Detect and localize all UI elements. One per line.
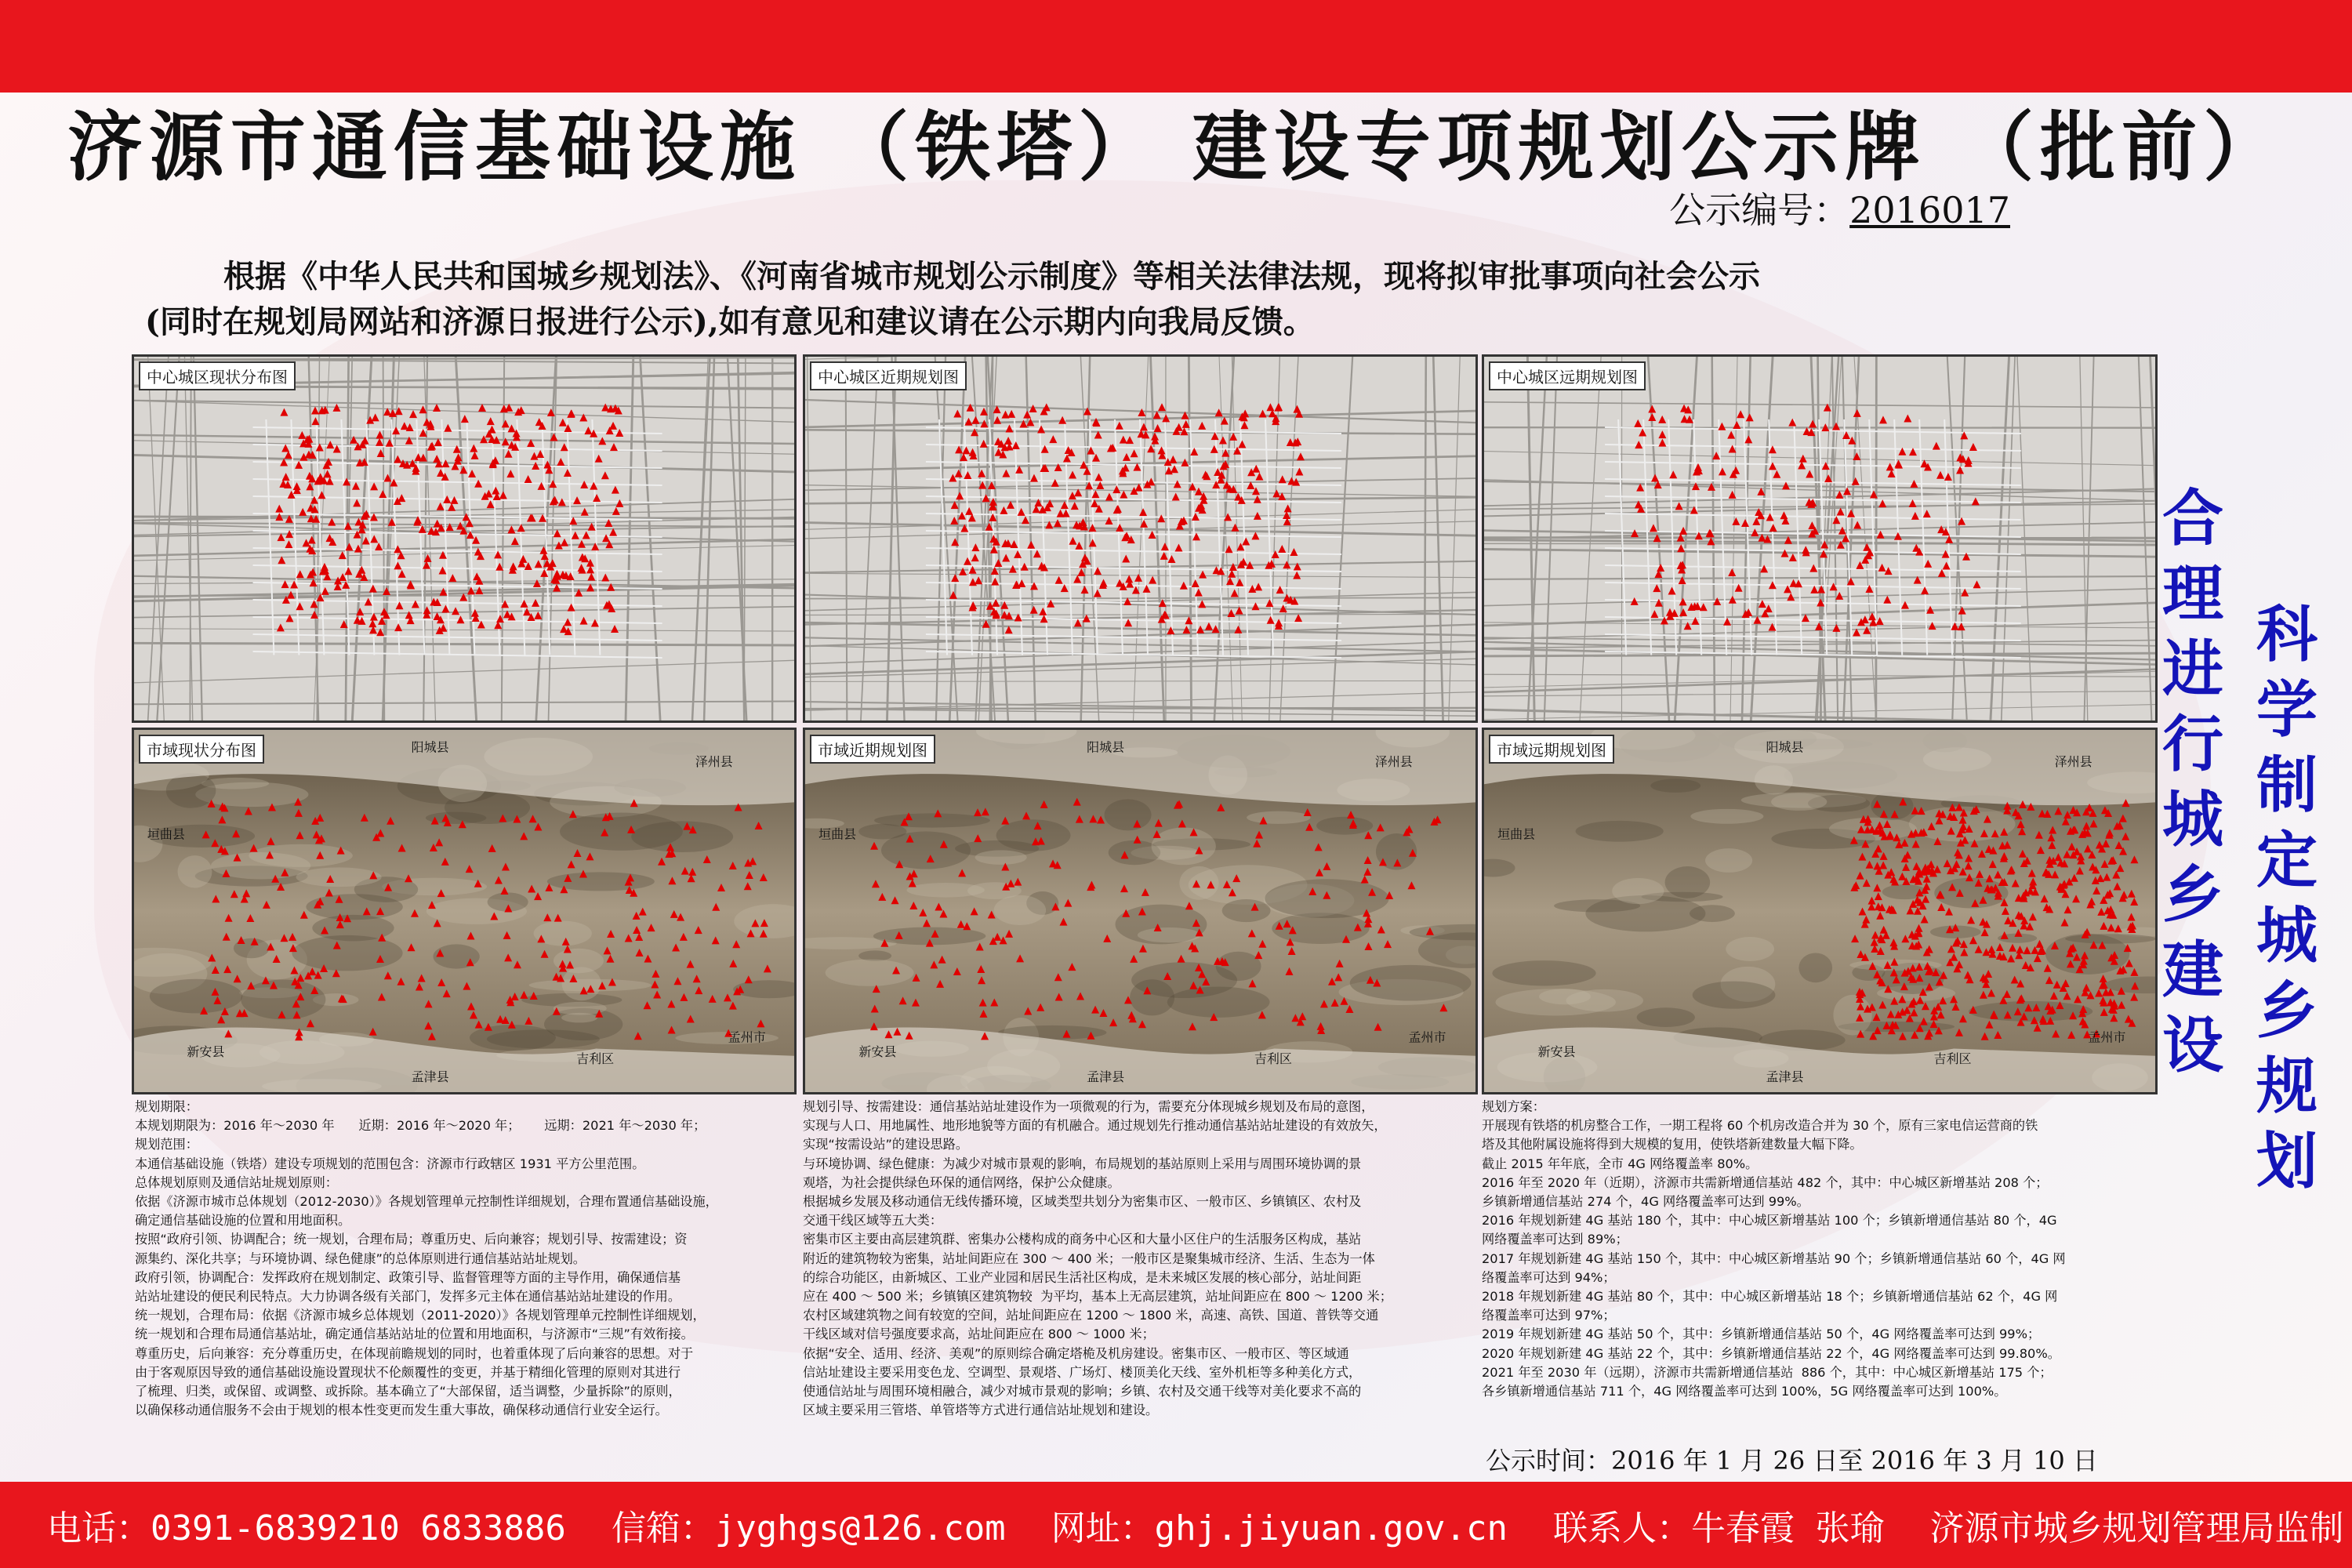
map-place-label: 阳城县 <box>1087 739 1125 755</box>
map-label: 中心城区远期规划图 <box>1489 361 1646 390</box>
map-graphic <box>134 730 794 1092</box>
map-place-label: 孟州市 <box>1408 1029 1446 1045</box>
map-place-label: 孟津县 <box>411 1069 449 1085</box>
text-column-2: 规划引导、按需建设：通信基站站址建设作为一项微观的行为，需要充分体现城乡规划及布局的意图， 实现与人口、用地属性、地形地貌等方面的有机融合。通过规划先行推动通信基站站址建设的有效放矢， 实现“按需设站”的建设思路。 与环境协调、绿色健康：为减少对城市景观的影响，布局规划的基站原则上采用与周围环境协调的景 观塔，为社会提供绿色环保的通信网络，保护公众健康。 根据城乡发展及移动通信无线传播环境，区域类型共划分为密集市区、一般市区、乡镇镇区、农村及 交通干线区域等五大类： 密集市区主要由高层建筑群、密集办公楼构成的商务中心区和大量小区住户的生活服务区构成，基站 附近的建筑物较为密集，站址间距应在 300 ～ 400 米；一般市区是聚集城市经济、生活、生态为一体 的综合功能区，由新城区、工业产业园和居民生活社区构成，是未来城区发展的核心部分，站址间距 应在 400 ～ 500 米；乡镇镇区建筑物较 为平均，基本上无高层建筑，站址间距应在 800 ～ 1200 米； 农村区域建筑物之间有较宽的空间，站址间距应在 1200 ～ 1800 米，高速、高铁、国道、普铁等交通 干线区域对信号强度要求高，站址间距应在 800 ～ 1000 米； 依据“安全、适用、经济、美观”的原则综合确定塔桅及机房建设。密集市区、一般市区、等区域通 信站址建设主要采用变色龙、空调型、景观塔、广场灯、楼顶美化天线、室外机柜等多种美化方式， 使通信站址与周围环境相融合，减少对城市景观的影响；乡镇、农村及交通干线等对美化要求不高的 区域主要采用三管塔、单管塔等方式进行通信站址规划和建设。 <box>803 1099 1392 1418</box>
publish-time: 公示时间：2016 年 1 月 26 日至 2016 年 3 月 10 日 <box>1486 1446 2098 1475</box>
footer-supervisor: 济源市城乡规划管理局监制 <box>1929 1508 2344 1548</box>
map-place-label: 孟津县 <box>1766 1069 1804 1085</box>
map-place-label: 阳城县 <box>1766 739 1804 755</box>
map-region-current <box>132 728 797 1094</box>
map-central-current <box>132 354 797 723</box>
text-column-3: 规划方案： 开展现有铁塔的机房整合工作，一期工程将 60 个机房改造合并为 30 个，原有三家电信运营商的铁 塔及其他附属设施将得到大规模的复用，使铁塔新建数量大幅下降。 截止 2015 年年底，全市 4G 网络覆盖率 80%。 2016 年至 2020 年（近期），济源市共需新增通信基站 482 个，其中：中心城区新增基站 208 个； 乡镇新增通信基站 274 个，4G 网络覆盖率可达到 99%。 2016 年规划新建 4G 基站 180 个，其中：中心城区新增基站 100 个；乡镇新增通信基站 80 个，4G 网络覆盖率可达到 89%； 2017 年规划新建 4G 基站 150 个，其中：中心城区新增基站 90 个；乡镇新增通信基站 60 个，4G 网 络覆盖率可达到 94%； 2018 年规划新建 4G 基站 80 个，其中：中心城区新增基站 18 个；乡镇新增通信基站 62 个，4G 网 络覆盖率可达到 97%； 2019 年规划新建 4G 基站 50 个，其中：乡镇新增通信基站 50 个，4G 网络覆盖率可达到 99%； 2020 年规划新建 4G 基站 22 个，其中：乡镇新增通信基站 22 个，4G 网络覆盖率可达到 99.80%。 2021 年至 2030 年（远期），济源市共需新增通信基站 886 个，其中：中心城区新增基站 175 个； 各乡镇新增通信基站 711 个，4G 网络覆盖率可达到 100%，5G 网络覆盖率可达到 100%。 <box>1482 1099 2066 1399</box>
top-red-bar <box>0 0 2352 93</box>
map-place-label: 垣曲县 <box>147 826 185 842</box>
map-place-label: 新安县 <box>1537 1044 1576 1059</box>
map-place-label: 阳城县 <box>411 739 449 755</box>
map-label: 中心城区现状分布图 <box>139 361 296 390</box>
slogan-left: 合理进行城乡建设 <box>2161 483 2223 1081</box>
map-region-near <box>803 728 1478 1094</box>
map-label: 市域现状分布图 <box>139 735 264 764</box>
map-graphic <box>134 357 794 720</box>
intro-line-1: 根据《中华人民共和国城乡规划法》、《河南省城市规划公示制度》等相关法律法规，现将拟审批事项向社会公示 <box>223 258 1760 295</box>
map-place-label: 吉利区 <box>1254 1051 1292 1067</box>
footer-bar <box>0 1482 2352 1568</box>
map-place-label: 泽州县 <box>1374 754 1413 770</box>
map-place-label: 吉利区 <box>576 1051 615 1067</box>
map-graphic <box>805 357 1475 720</box>
map-label: 市域近期规划图 <box>810 735 935 764</box>
map-place-label: 新安县 <box>858 1044 897 1059</box>
footer-email: 信箱：jyghgs@126.com <box>611 1508 1006 1548</box>
notice-number-label: 公示编号： <box>1669 189 1850 231</box>
page-title: 济源市通信基础设施 （铁塔） 建设专项规划公示牌 （批前） <box>67 103 2285 191</box>
map-graphic <box>805 730 1475 1092</box>
map-place-label: 孟州市 <box>2088 1029 2126 1045</box>
slogan-right: 科学制定城乡规划 <box>2256 599 2318 1197</box>
footer-contact: 联系人：牛春霞 张瑜 <box>1553 1508 1885 1548</box>
map-place-label: 新安县 <box>187 1044 225 1059</box>
text-column-1: 规划期限： 本规划期限为：2016 年～2030 年 近期：2016 年～2020 年； 远期：2021 年～2030 年； 规划范围： 本通信基础设施（铁塔）建设专项规划的范围包含：济源市行政辖区 1931 平方公里范围。 总体规划原则及通信站址规划原则： 依据《济源市城市总体规划（2012-2030）》各规划管理单元控制性详细规划，合理布置通信基础设施， 确定通信基础设施的位置和用地面积。 按照“政府引领、协调配合；统一规划，合理布局；尊重历史、后向兼容；规划引导、按需建设；资 源集约、深化共享；与环境协调、绿色健康”的总体原则进行通信基站站址规划。 政府引领，协调配合：发挥政府在规划制定、政策引导、监督管理等方面的主导作用，确保通信基 站站址建设的便民利民特点。大力协调各级有关部门，发挥多元主体在通信基站站址建设的作用。 统一规划，合理布局：依据《济源市城乡总体规划（2011-2020）》各规划管理单元控制性详细规划， 统一规划和合理布局通信基站址，确定通信基站站址的位置和用地面积，与济源市“三规”有效衔接。 尊重历史，后向兼容：充分尊重历史，在体现前瞻规划的同时，也着重体现了后向兼容的思想。对于 由于客观原因导致的通信基础设施设置现状不伦颇覆性的变更，并基于精细化管理的原则对其进行 了梳理、归类，或保留、或调整、或拆除。基本确立了“大部保留，适当调整，少量拆除”的原则， 以确保移动通信服务不会由于规划的根本性变更而发生重大事故，确保移动通信行业安全运行。 <box>135 1099 718 1418</box>
map-place-label: 孟州市 <box>728 1029 766 1045</box>
notice-number <box>1669 182 2010 234</box>
map-place-label: 垣曲县 <box>1497 826 1536 842</box>
map-graphic <box>1484 357 2155 720</box>
map-place-label: 泽州县 <box>695 754 733 770</box>
map-label: 市域远期规划图 <box>1489 735 1614 764</box>
map-place-label: 泽州县 <box>2054 754 2092 770</box>
notice-number-value: 2016017 <box>1849 189 2010 231</box>
footer-phone: 电话：0391-6839210 6833886 <box>47 1508 566 1548</box>
map-region-long <box>1482 728 2158 1094</box>
map-place-label: 孟津县 <box>1087 1069 1125 1085</box>
map-label: 中心城区近期规划图 <box>810 361 967 390</box>
map-graphic <box>1484 730 2155 1092</box>
map-place-label: 垣曲县 <box>818 826 857 842</box>
map-central-long <box>1482 354 2158 723</box>
map-place-label: 吉利区 <box>1933 1051 1972 1067</box>
intro-paragraph <box>145 254 2027 345</box>
map-central-near <box>803 354 1478 723</box>
footer-website: 网址：ghj.jiyuan.gov.cn <box>1051 1508 1508 1548</box>
intro-line-2: (同时在规划局网站和济源日报进行公示),如有意见和建议请在公示期内向我局反馈。 <box>145 303 1315 340</box>
